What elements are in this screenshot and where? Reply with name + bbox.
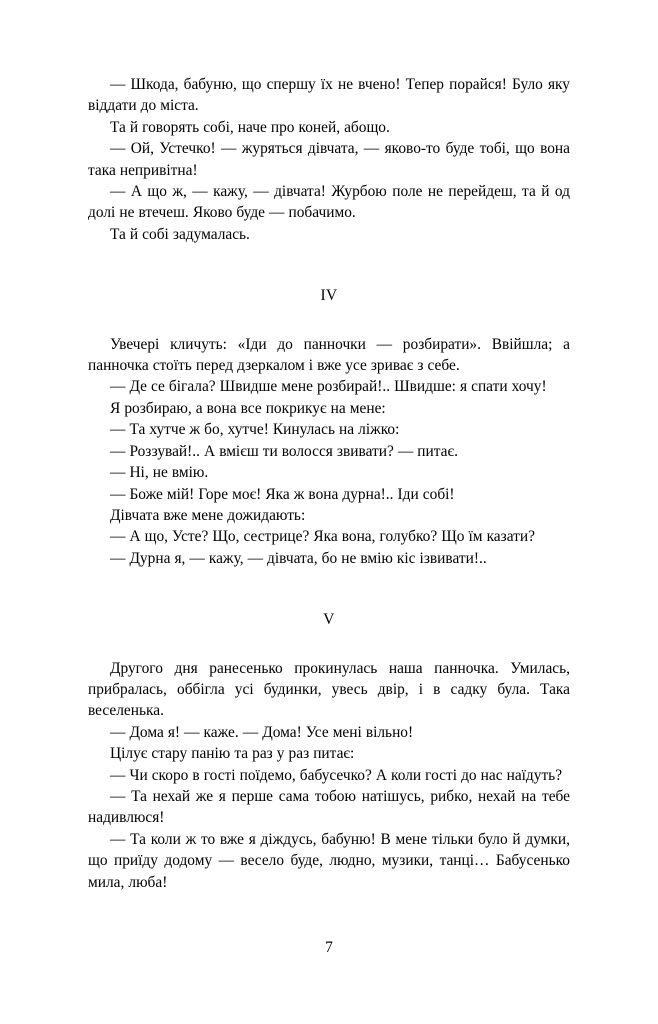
paragraph: — Та хутче ж бо, хутче! Кинулась на ліжко: — [110, 421, 400, 439]
paragraph: — Ой, Устечко! — журяться дівчата, — яково-то буде тобі, що вона така непривітна! — [88, 140, 570, 179]
paragraph: Другого дня ранесенько прокинулась наша панночка. Умилась, прибралась, оббігла усі будинки, увесь двір, і в садку була. Така веселенька. — [88, 659, 570, 720]
paragraph: — А що, Усте? Що, сестрице? Яка вона, голубко? Що їм казати? — [110, 528, 535, 546]
paragraph: — Де се бігала? Швидше мене розбирай!.. Швидше: я спати хочу! — [110, 378, 547, 396]
paragraph: — Чи скоро в гості поїдемо, бабусечко? А коли гості до нас наїдуть? — [110, 766, 563, 784]
paragraph: — Та коли ж то вже я діждусь, бабуню! В мене тільки було й думки, що приїду додому — весело буде, людно, музики, танці… Бабусенько мила, люба! — [88, 830, 570, 891]
paragraph: Дівчата вже мене дожидають: — [110, 506, 306, 524]
paragraph: — Боже мій! Горе моє! Яка ж вона дурна!.. Іди собі! — [110, 485, 455, 503]
paragraph: — Ні, не вмію. — [110, 464, 209, 482]
spacer — [88, 245, 570, 285]
paragraph: Увечері кличуть: «Іди до панночки — розбирати». Ввійшла; а панночка стоїть перед дзеркалом і вже усе зриває з себе. — [88, 335, 570, 375]
paragraph: — Роззувай!.. А вмієш ти волосся звивати? — питає. — [110, 442, 458, 460]
paragraph: — Та нехай же я перше сама тобою натішусь, рибко, нехай на тебе надивлюся! — [88, 787, 570, 827]
section-heading-iv: IV — [320, 287, 338, 305]
paragraph: Та й говорять собі, наче про коней, абощо. — [110, 118, 390, 136]
paragraph: — Дурна я, — кажу, — дівчата, бо не вмію кіс ізвивати!.. — [110, 549, 487, 567]
page-number: 7 — [325, 939, 333, 956]
paragraph: Цілує стару панію та раз у раз питає: — [110, 745, 355, 763]
paragraph: — Шкода, бабуню, що спершу їх не вчено! Тепер порайся! Було яку віддати до міста. — [88, 76, 570, 115]
spacer — [88, 631, 570, 658]
paragraph: — А що ж, — кажу, — дівчата! Журбою поле не перейдеш, та й од долі не втечеш. Яково буде — побачимо. — [88, 183, 570, 222]
spacer — [88, 569, 570, 609]
page-text-column — [88, 74, 570, 893]
section-heading-v: V — [323, 611, 335, 629]
paragraph: Та й собі задумалась. — [110, 225, 250, 243]
paragraph: — Дома я! — каже. — Дома! Усе мені вільно! — [110, 723, 414, 741]
spacer — [88, 307, 570, 334]
paragraph: Я розбираю, а вона все покрикує на мене: — [110, 399, 386, 417]
